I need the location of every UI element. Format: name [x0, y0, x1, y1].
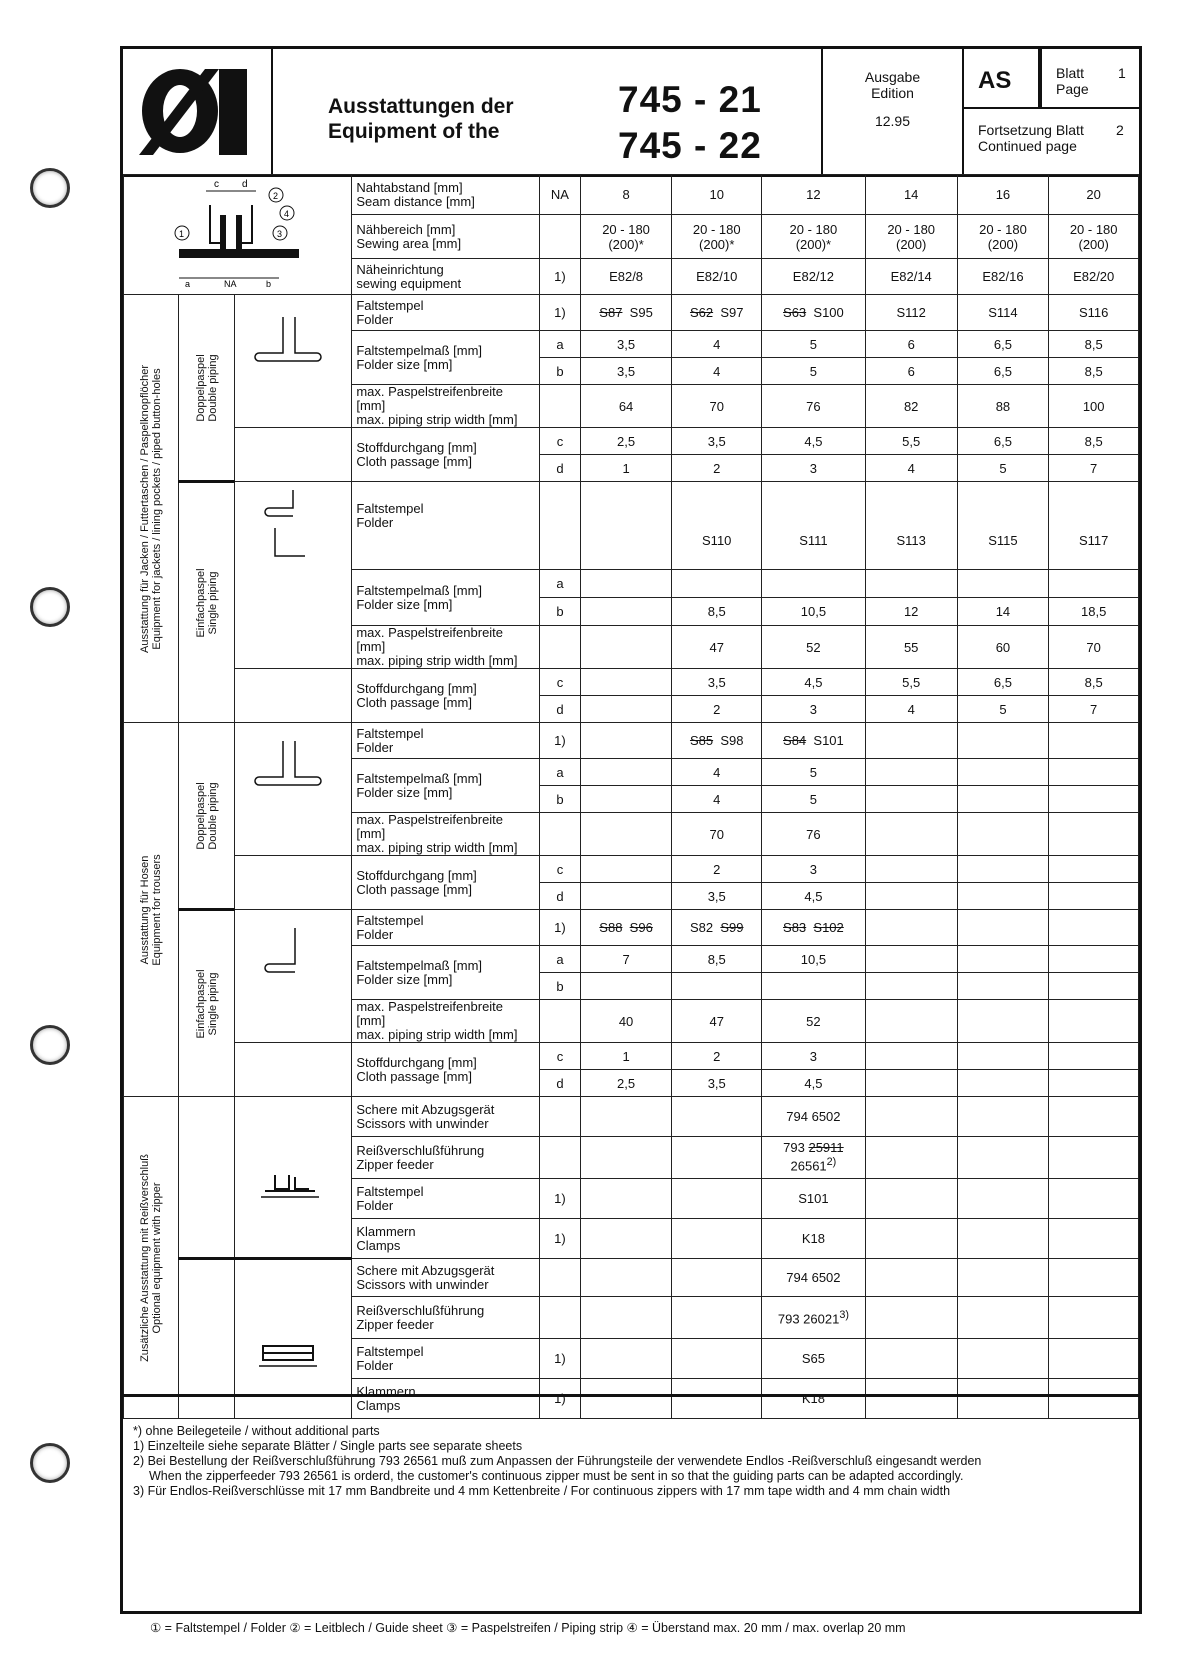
cloth-passage-d: 3,5: [672, 883, 762, 910]
cloth-passage-d: 7: [1049, 455, 1139, 482]
folder-code: S111: [762, 482, 866, 570]
strip-width: 52: [762, 1000, 866, 1043]
cloth-passage-c: 4,5: [762, 428, 866, 455]
model-2: 745 - 22: [618, 125, 762, 166]
edition-value: 12.95: [874, 113, 911, 129]
folder-label: Faltstempel Folder: [352, 723, 540, 759]
folder-size-a: 5: [762, 759, 866, 786]
folder-size-label: Faltstempelmaß [mm] Folder size [mm]: [352, 570, 540, 626]
continued-number: 2: [1116, 122, 1124, 138]
seam-value: 14: [865, 175, 957, 215]
folder-sketch: [235, 295, 352, 428]
tag-b: b: [540, 973, 580, 1000]
cloth-passage-d: 4: [865, 455, 957, 482]
folder-code: S85 S98: [672, 723, 762, 759]
tag-a: a: [540, 570, 580, 598]
section-jackets: Ausstattung für Jacken / Futtertaschen / Paspelknopflöcher Equipment for jackets / lining pockets / piped button-holes: [124, 295, 179, 723]
folder-code: S65: [762, 1339, 866, 1379]
section-trousers: Ausstattung für Hosen Equipment for trousers: [124, 723, 179, 1097]
tag-c: c: [540, 1043, 580, 1070]
strip-width-label: max. Paspelstreifenbreite [mm] max. piping strip width [mm]: [352, 813, 540, 856]
folder-code: S83 S102: [762, 910, 866, 946]
strip-width: 100: [1049, 385, 1139, 428]
note-tag: 1): [540, 259, 580, 295]
scissors-label: Schere mit Abzugsgerät Scissors with unwinder: [352, 1259, 540, 1297]
title-block: [273, 49, 823, 174]
cloth-passage-c: 6,5: [957, 669, 1049, 696]
page-number: 1: [1118, 65, 1126, 81]
footnote: *) ohne Beilegeteile / without additional parts: [133, 1424, 380, 1438]
cloth-passage-d: 2: [672, 696, 762, 723]
folder-size-label: Faltstempelmaß [mm] Folder size [mm]: [352, 331, 540, 385]
title-german: Ausstattungen der: [328, 95, 514, 118]
note-tag: 1): [540, 1339, 580, 1379]
subsection-double-piping: Doppelpaspel Double piping: [178, 723, 235, 910]
cloth-passage-d: 4,5: [762, 1070, 866, 1097]
footnote: 2) Bei Bestellung der Reißverschlußführung 793 26561 muß zum Anpassen der Führungsteile der verwendete Endlos -Reißverschluß eingesandt werden: [133, 1454, 982, 1468]
folder-size-label: Faltstempelmaß [mm] Folder size [mm]: [352, 946, 540, 1000]
folder-code: S110: [672, 482, 762, 570]
tag-b: b: [540, 786, 580, 813]
double-folder-icon: [235, 737, 342, 797]
zipper-guide-icon: [235, 1342, 342, 1372]
strip-width: 64: [580, 385, 672, 428]
zipper-feeder-code: 793 25911 26561$^{2)}$: [762, 1137, 866, 1179]
folder-size-label: Faltstempelmaß [mm] Folder size [mm]: [352, 759, 540, 813]
cloth-passage-d: 1: [580, 455, 672, 482]
seam-value: 16: [957, 175, 1049, 215]
folder-size-a: 10,5: [762, 946, 866, 973]
strip-width: 70: [672, 813, 762, 856]
folder-code: S87 S95: [580, 295, 672, 331]
folder-code: S112: [865, 295, 957, 331]
tag-d: d: [540, 696, 580, 723]
page-label: Blatt Page: [1056, 65, 1089, 97]
clamps-label: Klammern Clamps: [352, 1219, 540, 1259]
tag-d: d: [540, 883, 580, 910]
tag-a: a: [540, 759, 580, 786]
company-logo: [123, 49, 273, 174]
cloth-passage-c: 8,5: [1049, 428, 1139, 455]
cloth-passage-c: [580, 669, 672, 696]
strip-width: 52: [762, 626, 866, 669]
folder-size-b: 5: [762, 786, 866, 813]
continued-label: Fortsetzung Blatt Continued page: [978, 122, 1084, 154]
cloth-passage-c: 3,5: [672, 669, 762, 696]
cloth-passage-label: Stoffdurchgang [mm] Cloth passage [mm]: [352, 1043, 540, 1097]
cloth-passage-d: 2,5: [580, 1070, 672, 1097]
note-tag: 1): [540, 1179, 580, 1219]
seam-tag: NA: [540, 175, 580, 215]
folder-size-a: 8,5: [672, 946, 762, 973]
cloth-passage-d: [580, 696, 672, 723]
seam-value: 10: [672, 175, 762, 215]
section-zipper: Zusätzliche Ausstattung mit Reißverschluß Optional equipment with zipper: [124, 1097, 179, 1419]
strip-width: 47: [672, 1000, 762, 1043]
tag-d: d: [540, 1070, 580, 1097]
doc-code: AS: [978, 67, 1012, 94]
subsection-double-piping: Doppelpaspel Double piping: [178, 295, 235, 482]
scissors-code: 794 6502: [762, 1097, 866, 1137]
folder-sketch: [235, 910, 352, 1043]
folder-code: [580, 482, 672, 570]
strip-width: 88: [957, 385, 1049, 428]
folder-size-b: 14: [957, 598, 1049, 626]
folder-size-b: 6,5: [957, 358, 1049, 385]
folder-size-b: 4: [672, 358, 762, 385]
folder-code: S84 S101: [762, 723, 866, 759]
seam-value: 8: [580, 175, 672, 215]
sewing-equipment-value: E82/14: [865, 259, 957, 295]
cloth-passage-label: Stoffdurchgang [mm] Cloth passage [mm]: [352, 428, 540, 482]
svg-text:b: b: [266, 279, 272, 289]
cloth-passage-c: 8,5: [1049, 669, 1139, 696]
folder-label: Faltstempel Folder: [352, 295, 540, 331]
folder-size-a: 7: [580, 946, 672, 973]
edition-label-de: Ausgabe: [864, 69, 921, 85]
folder-size-b: 4: [672, 786, 762, 813]
svg-text:1: 1: [179, 229, 185, 239]
cloth-passage-c: 3: [762, 1043, 866, 1070]
folder-size-b: 6: [865, 358, 957, 385]
footnote: 3) Für Endlos-Reißverschlüsse mit 17 mm Bandbreite und 4 mm Kettenbreite / For continuous zippers with 17 mm tape width and 4 mm chain width: [133, 1484, 951, 1498]
edition-label-en: Edition: [871, 85, 914, 101]
strip-width: [580, 813, 672, 856]
cloth-passage-label: Stoffdurchgang [mm] Cloth passage [mm]: [352, 669, 540, 723]
sewing-equipment-value: E82/16: [957, 259, 1049, 295]
note-tag: 1): [540, 910, 580, 946]
cloth-passage-c: 1: [580, 1043, 672, 1070]
seam-value: 20: [1049, 175, 1139, 215]
folder-size-a: 4: [672, 331, 762, 358]
tag-c: c: [540, 428, 580, 455]
double-folder-icon: [235, 313, 342, 373]
clamps-code: K18: [762, 1219, 866, 1259]
cloth-passage-c: 2: [672, 1043, 762, 1070]
folder-size-b: [580, 786, 672, 813]
sewing-area-value: 20 - 180 (200)*: [580, 215, 672, 259]
folder-size-a: 8,5: [1049, 331, 1139, 358]
tag-a: a: [540, 946, 580, 973]
footnote: When the zipperfeeder 793 26561 is orderd, the customer's continuous zipper must be sent in so that the guiding parts can be adapted accordingly.: [149, 1469, 964, 1483]
strip-width-label: max. Paspelstreifenbreite [mm] max. piping strip width [mm]: [352, 385, 540, 428]
folder-size-b: 8,5: [1049, 358, 1139, 385]
folder-size-b: 8,5: [672, 598, 762, 626]
folder-code: S116: [1049, 295, 1139, 331]
folder-size-b: [580, 598, 672, 626]
cloth-passage-d: 2: [672, 455, 762, 482]
sewing-area-value: 20 - 180 (200)*: [672, 215, 762, 259]
svg-text:NA: NA: [224, 279, 237, 289]
cloth-passage-label: Stoffdurchgang [mm] Cloth passage [mm]: [352, 856, 540, 910]
folder-code: S62 S97: [672, 295, 762, 331]
svg-text:d: d: [242, 179, 248, 190]
folder-size-b: 3,5: [580, 358, 672, 385]
seam-value: 12: [762, 175, 866, 215]
folder-sketch: [235, 723, 352, 856]
svg-text:4: 4: [284, 209, 290, 219]
folder-size-a: 3,5: [580, 331, 672, 358]
cloth-passage-d: 5: [957, 455, 1049, 482]
punch-hole: [30, 1443, 70, 1483]
strip-width: 76: [762, 385, 866, 428]
folder-size-a: 6: [865, 331, 957, 358]
sewing-area-value: 20 - 180 (200): [865, 215, 957, 259]
punch-hole: [30, 587, 70, 627]
cloth-passage-d: 3,5: [672, 1070, 762, 1097]
folder-code: S101: [762, 1179, 866, 1219]
note-tag: 1): [540, 723, 580, 759]
strip-width: [580, 626, 672, 669]
zipper-feeder-code: 793 26021$^{3)}$: [762, 1297, 866, 1339]
folder-size-a: 4: [672, 759, 762, 786]
strip-width: 76: [762, 813, 866, 856]
cloth-passage-d: 4,5: [762, 883, 866, 910]
svg-text:3: 3: [277, 229, 283, 239]
folder-label: Faltstempel Folder: [352, 1179, 540, 1219]
folder-size-b: 12: [865, 598, 957, 626]
folder-size-a: 5: [762, 331, 866, 358]
strip-width-label: max. Paspelstreifenbreite [mm] max. piping strip width [mm]: [352, 1000, 540, 1043]
cloth-passage-c: 2,5: [580, 428, 672, 455]
punch-hole: [30, 1025, 70, 1065]
sewing-area-value: 20 - 180 (200)*: [762, 215, 866, 259]
folder-size-b: 5: [762, 358, 866, 385]
svg-text:2: 2: [273, 191, 279, 201]
strip-width: 55: [865, 626, 957, 669]
strip-width: 60: [957, 626, 1049, 669]
note-tag: 1): [540, 295, 580, 331]
cloth-passage-d: 5: [957, 696, 1049, 723]
cloth-passage-c: 2: [672, 856, 762, 883]
edition-block: [823, 49, 964, 174]
tag-a: a: [540, 331, 580, 358]
strip-width: 40: [580, 1000, 672, 1043]
tag-c: c: [540, 856, 580, 883]
clamps-label: Klammern Clamps: [352, 1379, 540, 1419]
model-1: 745 - 21: [618, 79, 762, 120]
folder-code: S114: [957, 295, 1049, 331]
zipper-folder-icon: [235, 1169, 342, 1209]
cloth-passage-d: 3: [762, 455, 866, 482]
cloth-passage-c: 5,5: [865, 428, 957, 455]
folder-code: S117: [1049, 482, 1139, 570]
document-sheet: [120, 46, 1142, 1614]
strip-width-label: max. Paspelstreifenbreite [mm] max. piping strip width [mm]: [352, 626, 540, 669]
cloth-passage-c: [580, 856, 672, 883]
zipper-feeder-label: Reißverschlußführung Zipper feeder: [352, 1297, 540, 1339]
folder-code: S88 S96: [580, 910, 672, 946]
sewing-equipment-value: E82/8: [580, 259, 672, 295]
zipper-sketch: [235, 1097, 352, 1259]
folder-code: S113: [865, 482, 957, 570]
subsection-single-piping: Einfachpaspel Single piping: [178, 482, 235, 723]
strip-width: 47: [672, 626, 762, 669]
title-english: Equipment of the: [328, 120, 500, 143]
scissors-label: Schere mit Abzugsgerät Scissors with unwinder: [352, 1097, 540, 1137]
single-folder-icon: [235, 486, 342, 576]
seam-diagram-icon: [124, 175, 333, 293]
strip-width: 82: [865, 385, 957, 428]
cloth-passage-c: 5,5: [865, 669, 957, 696]
sewing-area-value: 20 - 180 (200): [957, 215, 1049, 259]
sewing-equipment-value: E82/10: [672, 259, 762, 295]
tag-c: c: [540, 669, 580, 696]
equipment-table: [123, 174, 1139, 1419]
sewing-area-value: 20 - 180 (200): [1049, 215, 1139, 259]
sewing-equipment-value: E82/20: [1049, 259, 1139, 295]
folder-code: S115: [957, 482, 1049, 570]
cloth-passage-d: 3: [762, 696, 866, 723]
folder-size-b: 18,5: [1049, 598, 1139, 626]
cloth-passage-c: 3,5: [672, 428, 762, 455]
folder-code: S63 S100: [762, 295, 866, 331]
strip-width: 70: [672, 385, 762, 428]
cloth-passage-c: 4,5: [762, 669, 866, 696]
cloth-passage-d: 4: [865, 696, 957, 723]
svg-text:a: a: [185, 279, 191, 289]
cloth-passage-d: [580, 883, 672, 910]
folder-size-a: 6,5: [957, 331, 1049, 358]
folder-label: Faltstempel Folder: [352, 482, 540, 570]
scissors-code: 794 6502: [762, 1259, 866, 1297]
seam-diagram: [124, 175, 352, 295]
zipper-feeder-label: Reißverschlußführung Zipper feeder: [352, 1137, 540, 1179]
cloth-passage-d: 7: [1049, 696, 1139, 723]
sewing-equipment-label: Näheinrichtung sewing equipment: [352, 259, 540, 295]
footnote: 1) Einzelteile siehe separate Blätter / Single parts see separate sheets: [133, 1439, 523, 1453]
folder-size-b: 10,5: [762, 598, 866, 626]
sewing-equipment-value: E82/12: [762, 259, 866, 295]
page-info: [964, 49, 1139, 174]
note-tag: 1): [540, 1219, 580, 1259]
folder-sketch: [235, 482, 352, 669]
footnotes: [133, 1424, 1133, 1499]
legend: ① = Faltstempel / Folder ② = Leitblech / Guide sheet ③ = Paspelstreifen / Piping strip ④ = Überstand max. 20 mm / max. overlap 20 mm: [150, 1621, 906, 1635]
folder-label: Faltstempel Folder: [352, 910, 540, 946]
cloth-passage-c: 3: [762, 856, 866, 883]
punch-hole: [30, 168, 70, 208]
folder-size-a: [580, 759, 672, 786]
seam-distance-label: Nahtabstand [mm] Seam distance [mm]: [352, 175, 540, 215]
sewing-area-label: Nähbereich [mm] Sewing area [mm]: [352, 215, 540, 259]
logo-icon: [135, 61, 261, 161]
clamps-code: K18: [762, 1379, 866, 1419]
folder-label: Faltstempel Folder: [352, 1339, 540, 1379]
svg-text:c: c: [214, 179, 219, 190]
cloth-passage-c: 6,5: [957, 428, 1049, 455]
single-folder-icon: [235, 924, 342, 984]
note-tag: 1): [540, 1379, 580, 1419]
subsection-single-piping: Einfachpaspel Single piping: [178, 910, 235, 1097]
tag-b: b: [540, 358, 580, 385]
folder-code: S82 S99: [672, 910, 762, 946]
tag-b: b: [540, 598, 580, 626]
tag-d: d: [540, 455, 580, 482]
strip-width: 70: [1049, 626, 1139, 669]
